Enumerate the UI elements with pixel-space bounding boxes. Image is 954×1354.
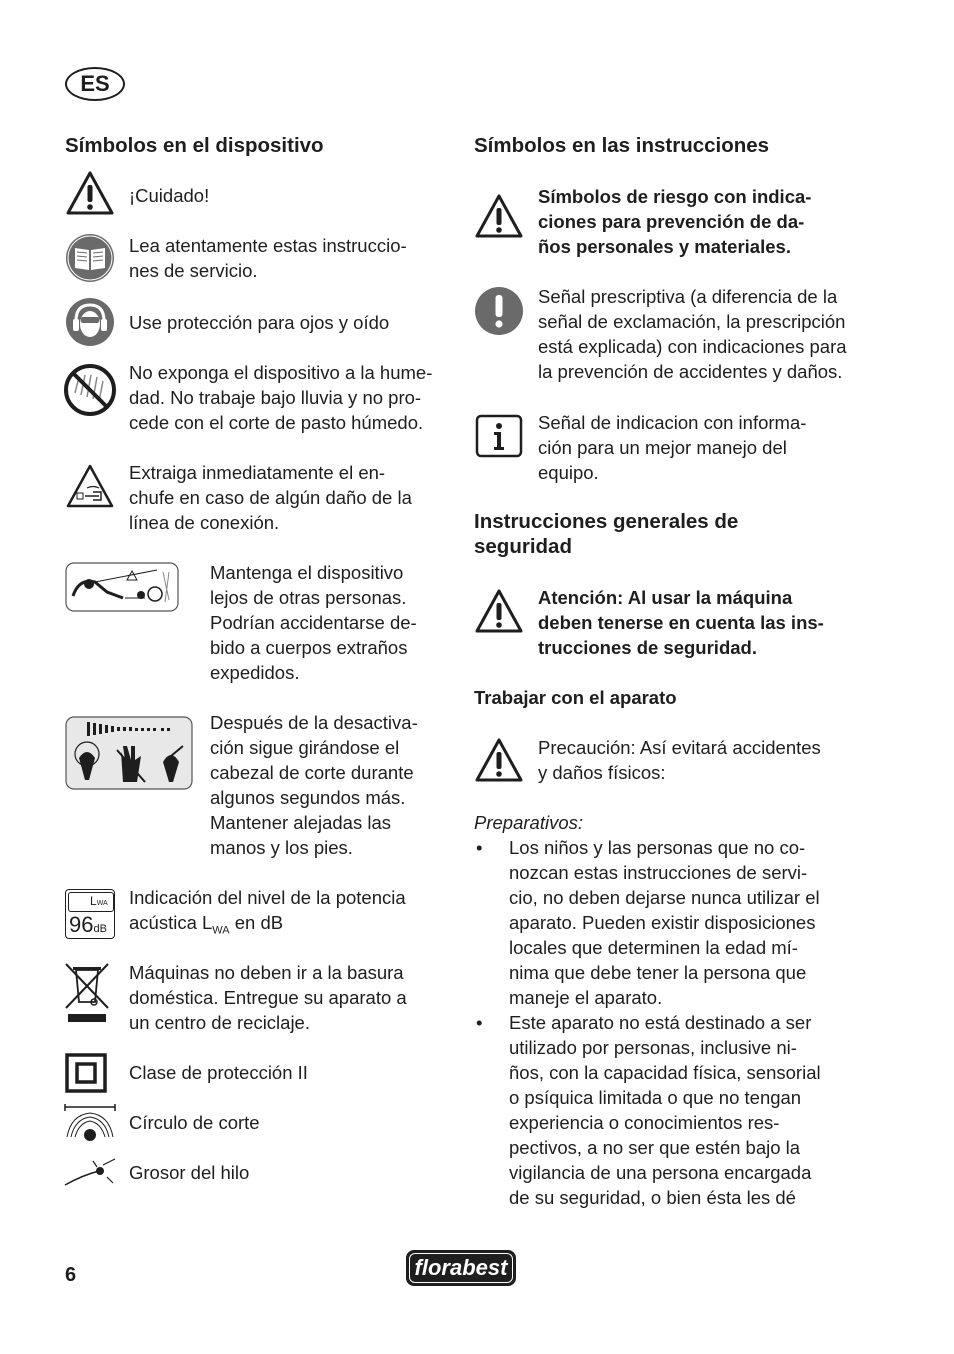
- warning-icon: [474, 193, 524, 239]
- line: Después de la desactiva-: [210, 712, 418, 733]
- item-weee: [129, 960, 407, 1035]
- item-read-manual: [129, 233, 407, 283]
- weee-bin-icon: [64, 962, 110, 1024]
- line: vigilancia de una persona encargada: [509, 1162, 812, 1183]
- language-badge: ES: [65, 67, 125, 101]
- item-caution: ¡Cuidado!: [129, 185, 210, 206]
- rotating-head-icon: [65, 716, 193, 790]
- db-value: 96dB: [69, 912, 107, 937]
- item-sound-power: [129, 885, 406, 944]
- page-number: 6: [65, 1264, 77, 1286]
- left-heading: Símbolos en el dispositivo: [65, 134, 324, 157]
- bullet-marker: •: [476, 1012, 483, 1033]
- line: nima que debe tener la persona que: [509, 962, 807, 983]
- item-line-thickness: Grosor del hilo: [129, 1162, 250, 1183]
- item-keep-distance: [210, 560, 417, 685]
- line: Este aparato no está destinado a ser: [509, 1012, 812, 1033]
- line: trucciones de seguridad.: [538, 637, 757, 658]
- line: pectivos, a no ser que estén bajo la: [509, 1137, 801, 1158]
- line: señal de exclamación, la prescripción: [538, 311, 846, 332]
- warning-icon: [474, 737, 524, 783]
- line: cabezal de corte durante: [210, 762, 414, 783]
- warning-icon: [474, 588, 524, 634]
- line: línea de conexión.: [129, 512, 280, 533]
- line: Extraiga inmediatamente el en-: [129, 462, 386, 483]
- no-rain-icon: [63, 363, 117, 417]
- line: algunos segundos más.: [210, 787, 406, 808]
- line: Mantener alejadas las: [210, 812, 391, 833]
- line: doméstica. Entregue su aparato a: [129, 987, 407, 1008]
- line-sub: WA: [212, 924, 230, 937]
- line: Máquinas no deben ir a la basura: [129, 962, 404, 983]
- line: nozcan estas instrucciones de servi-: [509, 862, 808, 883]
- lwa-label: LWA: [90, 894, 108, 908]
- line: lejos de otras personas.: [210, 587, 407, 608]
- line: ción para un mejor manejo del: [538, 437, 787, 458]
- item-protection: Use protección para ojos y oído: [129, 312, 390, 333]
- line: nes de servicio.: [129, 260, 258, 281]
- subheading-working: Trabajar con el aparato: [474, 687, 677, 708]
- line: manos y los pies.: [210, 837, 353, 858]
- line: Señal de indicacion con informa-: [538, 412, 807, 433]
- cutting-circle-icon: [63, 1103, 117, 1143]
- line: dad. No trabaje bajo lluvia y no pro-: [129, 387, 422, 408]
- line: utilizado por personas, inclusive ni-: [509, 1037, 797, 1058]
- sound-power-icon: [65, 889, 115, 939]
- line: acústica L: [129, 912, 213, 933]
- line: o psíquica limitada o que no tengan: [509, 1087, 802, 1108]
- line: Los niños y las personas que no co-: [509, 837, 806, 858]
- line: cio, no deben dejarse nunca utilizar el: [509, 887, 820, 908]
- item-no-rain: [129, 360, 432, 435]
- item-class-ii: Clase de protección II: [129, 1062, 308, 1083]
- line: Mantenga el dispositivo: [210, 562, 404, 583]
- right-heading: Símbolos en las instrucciones: [474, 134, 770, 157]
- keep-distance-icon: [65, 562, 179, 612]
- line: Señal prescriptiva (a diferencia de la: [538, 286, 838, 307]
- item-unplug: [129, 460, 412, 535]
- line: ciones para prevención de da-: [538, 211, 805, 232]
- line: deben tenerse en cuenta las ins-: [538, 612, 824, 633]
- line: Atención: Al usar la máquina: [538, 587, 793, 608]
- caution-text: [538, 735, 821, 785]
- line: Lea atentamente estas instruccio-: [129, 235, 407, 256]
- line: Instrucciones generales de: [474, 510, 739, 533]
- line: seguridad: [474, 535, 572, 558]
- line: un centro de reciclaje.: [129, 1012, 310, 1033]
- mandatory-sign-icon: [474, 286, 524, 336]
- line: maneje el aparato.: [509, 987, 663, 1008]
- line: expedidos.: [210, 662, 300, 683]
- logo-text: florabest: [414, 1255, 508, 1280]
- line: ños personales y materiales.: [538, 236, 791, 257]
- line: experiencia o conocimientos res-: [509, 1112, 780, 1133]
- info-sign-text: [538, 410, 806, 485]
- florabest-logo: [406, 1250, 516, 1286]
- read-manual-icon: [65, 233, 115, 283]
- line: Precaución: Así evitará accidentes: [538, 737, 821, 758]
- protection-class-ii-icon: [65, 1053, 107, 1093]
- line: en dB: [229, 912, 284, 933]
- line: equipo.: [538, 462, 599, 483]
- line: y daños físicos:: [538, 762, 666, 783]
- eye-ear-protection-icon: [65, 297, 115, 347]
- warning-icon: [65, 170, 115, 216]
- line: bido a cuerpos extraños: [210, 637, 408, 658]
- line: ción sigue girándose el: [210, 737, 400, 758]
- line: Símbolos de riesgo con indica-: [538, 186, 812, 207]
- item-rotating-head: [210, 710, 418, 860]
- line: está explicada) con indicaciones para: [538, 336, 847, 357]
- info-icon: [475, 414, 523, 458]
- mandatory-sign-text: [538, 284, 847, 384]
- item-cutting-circle: Círculo de corte: [129, 1112, 260, 1133]
- line: aparato. Pueden existir disposiciones: [509, 912, 816, 933]
- risk-symbols-text: [538, 184, 811, 259]
- bullet-limited-capacity: [509, 1010, 821, 1210]
- line-thickness-icon: [63, 1157, 117, 1187]
- safety-heading: [474, 509, 738, 559]
- attention-text: [538, 585, 824, 660]
- line: la prevención de accidentes y daños.: [538, 361, 843, 382]
- line: locales que determinen la edad mí-: [509, 937, 798, 958]
- line: Indicación del nivel de la potencia: [129, 887, 406, 908]
- line: chufe en caso de algún daño de la: [129, 487, 412, 508]
- unplug-warning-icon: [65, 463, 115, 509]
- line: de su seguridad, o bien ésta les dé: [509, 1187, 796, 1208]
- line: ños, con la capacidad física, sensorial: [509, 1062, 821, 1083]
- preparations-label: Preparativos:: [474, 812, 583, 833]
- bullet-marker: •: [476, 837, 483, 858]
- line: No exponga el dispositivo a la hume-: [129, 362, 433, 383]
- line: Podrían accidentarse de-: [210, 612, 417, 633]
- line: cede con el corte de pasto húmedo.: [129, 412, 424, 433]
- bullet-children: [509, 835, 820, 1010]
